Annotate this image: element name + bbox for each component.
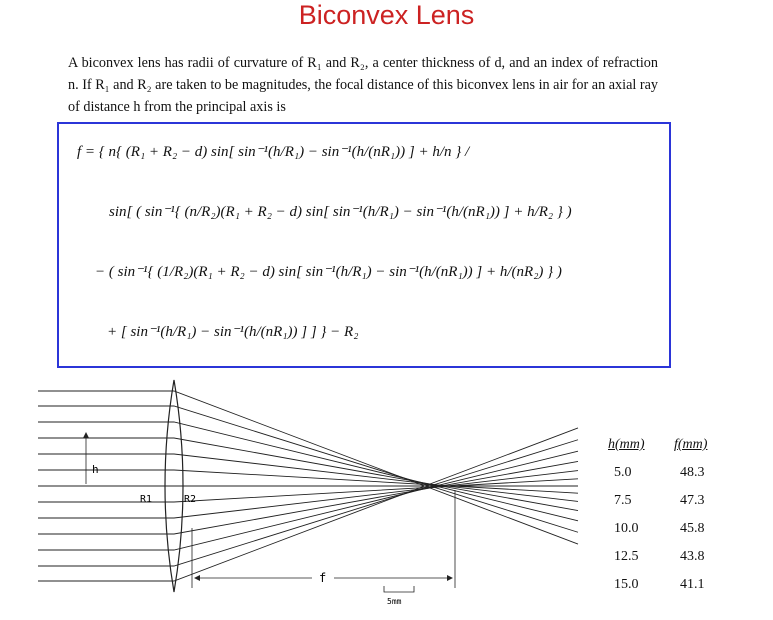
table-row	[596, 521, 746, 537]
intro-text: A biconvex lens has radii of curvature of R₁ and R₂, a center thickness of d, and an index of refraction n. If R₁ and R₂ are taken to be magnitudes, the focal distance of this biconvex lens in air for an axial ray of distance h from the principal axis is	[68, 55, 658, 115]
h-arrow-icon	[83, 432, 89, 438]
r2-label: R2	[184, 494, 197, 505]
cell-f: 47.3	[680, 493, 705, 508]
light-ray	[38, 391, 578, 544]
equation-line-4: + [ sin⁻¹(h/R₁) − sin⁻¹(h/(nR₁)) ] ] } − R₂	[107, 324, 359, 340]
light-ray	[38, 461, 578, 534]
table-row	[596, 493, 746, 509]
r1-label: R1	[140, 494, 153, 505]
light-ray	[38, 470, 578, 493]
header-h: h(mm)	[608, 437, 645, 452]
cell-h: 5.0	[614, 465, 632, 480]
equation-box	[57, 122, 671, 368]
table-header	[596, 437, 746, 453]
intro-paragraph	[68, 52, 658, 118]
h-label: h	[92, 463, 99, 476]
focal-table	[596, 437, 746, 593]
scale-label: 5mm	[387, 597, 402, 606]
equation-line-1: f = { n{ (R₁ + R₂ − d) sin[ sin⁻¹(h/R₁) − sin⁻¹(h/(nR₁)) ] + h/n } /	[77, 144, 470, 160]
f-arrow-right-icon	[447, 575, 453, 581]
equation-line-2: sin[ ( sin⁻¹{ (n/R₂)(R₁ + R₂ − d) sin[ sin⁻¹(h/R₁) − sin⁻¹(h/(nR₁)) ] + h/R₂ } )	[109, 204, 572, 220]
light-ray	[38, 438, 578, 511]
equation-line-3: − ( sin⁻¹{ (1/R₂)(R₁ + R₂ − d) sin[ sin⁻¹(h/R₁) − sin⁻¹(h/(nR₁)) ] + h/(nR₂) } )	[95, 264, 562, 280]
table-row	[596, 465, 746, 481]
page-title: Biconvex Lens	[298, 0, 475, 30]
scale-bar	[384, 586, 414, 592]
cell-f: 48.3	[680, 465, 705, 480]
light-ray	[38, 479, 578, 502]
cell-h: 7.5	[614, 493, 632, 508]
header-f: f(mm)	[674, 437, 708, 452]
cell-h: 15.0	[614, 577, 639, 592]
ray-diagram	[38, 378, 580, 608]
cell-f: 41.1	[680, 577, 705, 592]
table-row	[596, 549, 746, 565]
f-label: f	[319, 571, 327, 585]
table-row	[596, 577, 746, 593]
cell-h: 10.0	[614, 521, 639, 536]
cell-h: 12.5	[614, 549, 639, 564]
light-ray	[38, 428, 578, 581]
cell-f: 43.8	[680, 549, 705, 564]
f-arrow-left-icon	[194, 575, 200, 581]
cell-f: 45.8	[680, 521, 705, 536]
